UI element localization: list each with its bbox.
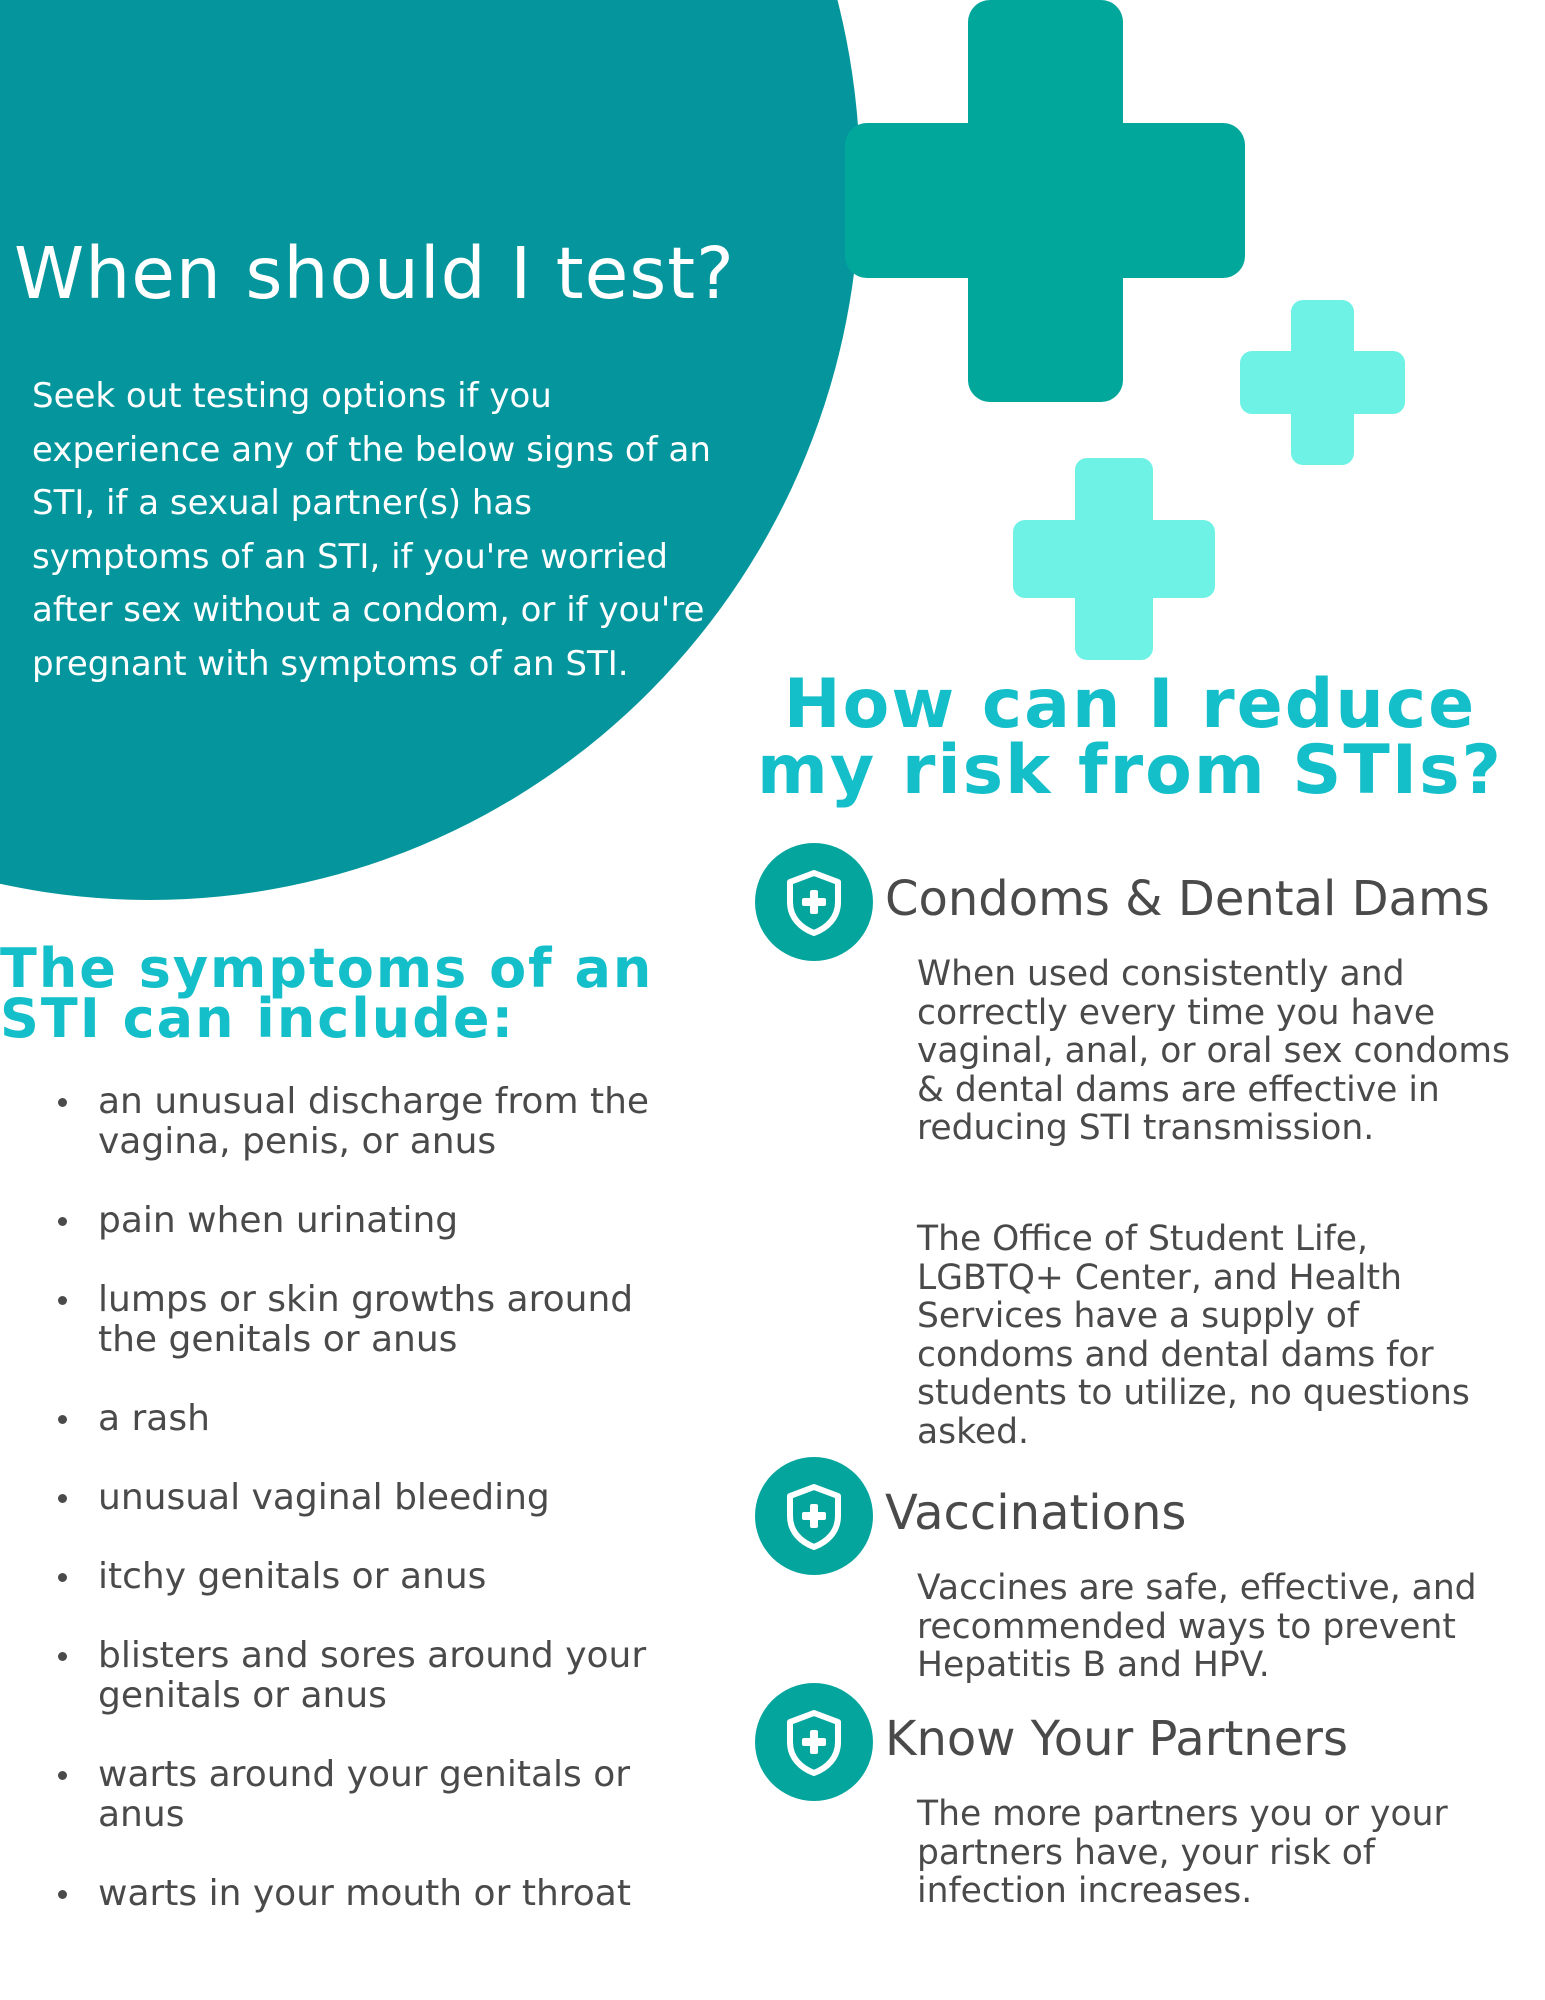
symptom-text: lumps or skin growths around the genitals or anus bbox=[98, 1279, 634, 1360]
when-test-title: When should I test? bbox=[14, 232, 735, 315]
strategy-title: Vaccinations bbox=[885, 1485, 1187, 1541]
small-medical-cross-icon bbox=[1240, 300, 1405, 465]
bullet-icon bbox=[58, 1771, 67, 1780]
symptom-item bbox=[56, 1478, 696, 1518]
bullet-icon bbox=[58, 1296, 67, 1305]
bullet-icon bbox=[58, 1494, 67, 1503]
strategy-title: Condoms & Dental Dams bbox=[885, 871, 1490, 927]
shield-plus-icon bbox=[755, 1457, 873, 1575]
reduce-risk-title: How can I reduce my risk from STIs? bbox=[756, 665, 1503, 810]
large-medical-cross-icon bbox=[845, 0, 1245, 402]
bullet-icon bbox=[58, 1652, 67, 1661]
strategy-title: Know Your Partners bbox=[885, 1711, 1348, 1767]
shield-plus-icon bbox=[755, 843, 873, 961]
strategy-body: The more partners you or your partners have, your risk of infection increases. bbox=[917, 1794, 1448, 1911]
shield-plus-icon bbox=[755, 1683, 873, 1801]
when-test-body: Seek out testing options if you experience any of the below signs of an STI, if a sexual partner(s) has symptoms of an STI, if you're worried after sex without a condom, or if you're pregnant with symptoms of an STI. bbox=[32, 376, 711, 684]
symptom-item bbox=[56, 1874, 696, 1914]
symptom-text: blisters and sores around your genitals or anus bbox=[98, 1635, 647, 1716]
symptom-item bbox=[56, 1280, 696, 1360]
bullet-icon bbox=[58, 1098, 67, 1107]
symptoms-title: The symptoms of an STI can include: bbox=[0, 937, 654, 1050]
symptom-text: a rash bbox=[98, 1398, 210, 1439]
symptom-text: unusual vaginal bleeding bbox=[98, 1477, 550, 1518]
strategy-body: Vaccines are safe, effective, and recommended ways to prevent Hepatitis B and HPV. bbox=[917, 1568, 1477, 1685]
symptom-item bbox=[56, 1082, 696, 1162]
symptoms-list bbox=[56, 1082, 696, 1914]
symptom-item bbox=[56, 1399, 696, 1439]
symptom-text: pain when urinating bbox=[98, 1200, 459, 1241]
symptom-item bbox=[56, 1201, 696, 1241]
strategy-body-secondary: The Office of Student Life, LGBTQ+ Center, and Health Services have a supply of condoms and dental dams for students to utilize, no questions asked. bbox=[917, 1219, 1470, 1452]
bullet-icon bbox=[58, 1573, 67, 1582]
medium-medical-cross-icon bbox=[1013, 458, 1215, 660]
bullet-icon bbox=[58, 1415, 67, 1424]
symptom-item bbox=[56, 1636, 696, 1716]
symptom-text: warts around your genitals or anus bbox=[98, 1754, 631, 1835]
bullet-icon bbox=[58, 1217, 67, 1226]
symptom-item bbox=[56, 1755, 696, 1835]
bullet-icon bbox=[58, 1890, 67, 1899]
symptom-text: warts in your mouth or throat bbox=[98, 1873, 631, 1914]
symptom-item bbox=[56, 1557, 696, 1597]
symptom-text: an unusual discharge from the vagina, penis, or anus bbox=[98, 1081, 650, 1162]
strategy-body: When used consistently and correctly every time you have vaginal, anal, or oral sex condoms & dental dams are effective in reducing STI transmission. bbox=[917, 954, 1510, 1148]
symptom-text: itchy genitals or anus bbox=[98, 1556, 487, 1597]
